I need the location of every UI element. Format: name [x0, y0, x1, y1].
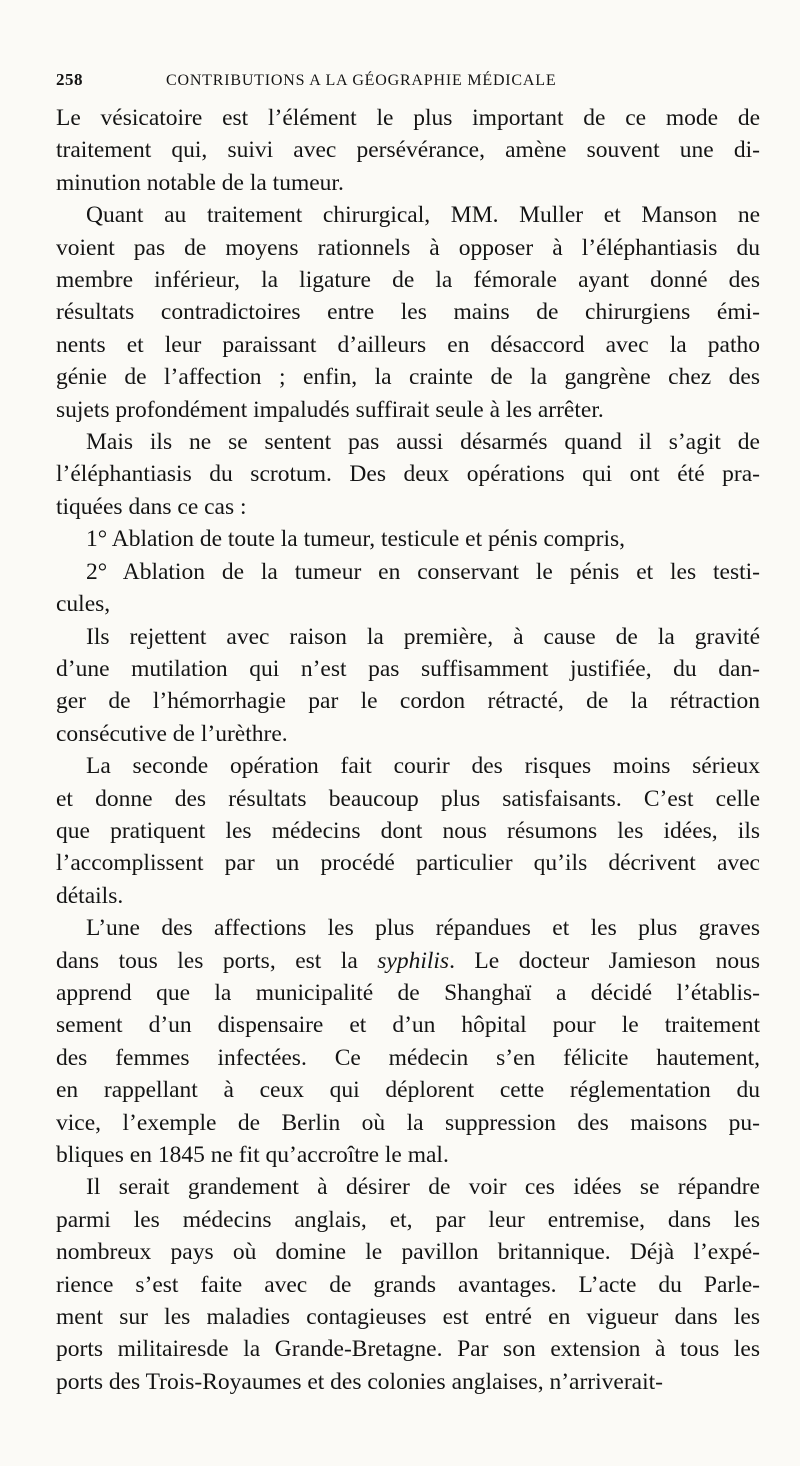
text-line: Il serait grandement à désirer de voir ces idées se répandre	[86, 1174, 760, 1201]
page-header	[56, 70, 756, 90]
text-line: dans tous les ports, est la syphilis. Le docteur Jamieson nous	[56, 947, 761, 974]
text-line: apprend que la municipalité de Shanghaï a décidé l’établis-	[56, 979, 760, 1006]
page-number: 258	[56, 70, 83, 89]
text-line: l’accomplissent par un procédé particulier qu’ils décrivent avec	[56, 850, 760, 877]
text-line: ger de l’hémorrhagie par le cordon rétracté, de la rétraction	[56, 688, 760, 715]
text-line: rience s’est faite avec de grands avantages. L’acte du Parle-	[56, 1271, 760, 1298]
text-line: ports des Trois-Royaumes et des colonies anglaises, n’arriverait-	[56, 1368, 663, 1395]
text-line: sement d’un dispensaire et d’un hôpital pour le traitement	[56, 1012, 760, 1039]
text-line: voient pas de moyens rationnels à opposer à l’éléphantiasis du	[56, 234, 760, 261]
text-line: que pratiquent les médecins dont nous résumons les idées, ils	[56, 817, 760, 844]
paragraph	[56, 426, 760, 523]
text-line: vice, l’exemple de Berlin où la suppression des maisons pu-	[56, 1109, 760, 1136]
text-line: et donne des résultats beaucoup plus satisfaisants. C’est celle	[56, 785, 760, 812]
paragraph	[56, 523, 760, 555]
text-line: 2° Ablation de la tumeur en conservant le pénis et les testi-	[86, 558, 760, 585]
italic-term: syphilis	[377, 947, 450, 974]
text-line: sujets profondément impaludés suffirait seule à les arrêter.	[56, 396, 604, 423]
text-line: 1° Ablation de toute la tumeur, testicule et pénis compris,	[86, 526, 626, 553]
text-line: détails.	[56, 882, 124, 909]
running-head: CONTRIBUTIONS A LA GÉOGRAPHIE MÉDICALE	[166, 72, 557, 89]
paragraph	[56, 556, 760, 621]
paragraph	[56, 621, 760, 751]
paragraph	[56, 912, 760, 1171]
text-line: Le vésicatoire est l’élément le plus important de ce mode de	[56, 105, 760, 131]
text-line: bliques en 1845 ne fit qu’accroître le mal.	[56, 1142, 449, 1168]
body-text	[56, 102, 760, 1398]
text-line: traitement qui, suivi avec persévérance, amène souvent une di-	[56, 137, 760, 164]
text-line: ment sur les maladies contagieuses est entré en vigueur dans les	[56, 1304, 760, 1331]
text-line: minution notable de la tumeur.	[56, 169, 344, 196]
text-line: Mais ils ne se sentent pas aussi désarmés quand il s’agit de	[86, 429, 760, 456]
text-line: L’une des affections les plus répandues et les plus graves	[86, 915, 760, 942]
text-line: nombreux pays où domine le pavillon britannique. Déjà l’expé-	[56, 1239, 760, 1266]
text-line: membre inférieur, la ligature de la fémorale ayant donné des	[56, 267, 760, 294]
text-line: La seconde opération fait courir des risques moins sérieux	[86, 753, 760, 780]
text-line: en rappellant à ceux qui déplorent cette réglementation du	[56, 1077, 760, 1104]
text-line: l’éléphantiasis du scrotum. Des deux opérations qui ont été pra-	[56, 461, 760, 488]
paragraph	[56, 102, 760, 199]
text-line: des femmes infectées. Ce médecin s’en félicite hautement,	[56, 1044, 760, 1071]
paragraph	[56, 750, 760, 912]
paragraph	[56, 199, 760, 426]
text-line: Ils rejettent avec raison la première, à cause de la gravité	[86, 623, 760, 650]
text-line: parmi les médecins anglais, et, par leur entremise, dans les	[56, 1206, 760, 1233]
paragraph	[56, 1171, 760, 1398]
text-line: Quant au traitement chirurgical, MM. Muller et Manson ne	[86, 202, 760, 229]
text-line: ports militairesde la Grande-Bretagne. Par son extension à tous les	[56, 1336, 760, 1363]
text-line: consécutive de l’urèthre.	[56, 720, 288, 747]
text-line: tiquées dans ce cas :	[56, 493, 247, 520]
text-line: d’une mutilation qui n’est pas suffisamment justifiée, du dan-	[56, 655, 760, 682]
text-line: génie de l’affection ; enfin, la crainte de la gangrène chez des	[56, 364, 760, 391]
text-line: résultats contradictoires entre les mains de chirurgiens émi-	[56, 299, 760, 326]
text-line: nents et leur paraissant d’ailleurs en désaccord avec la patho	[56, 331, 760, 358]
text-line: cules,	[56, 591, 111, 618]
